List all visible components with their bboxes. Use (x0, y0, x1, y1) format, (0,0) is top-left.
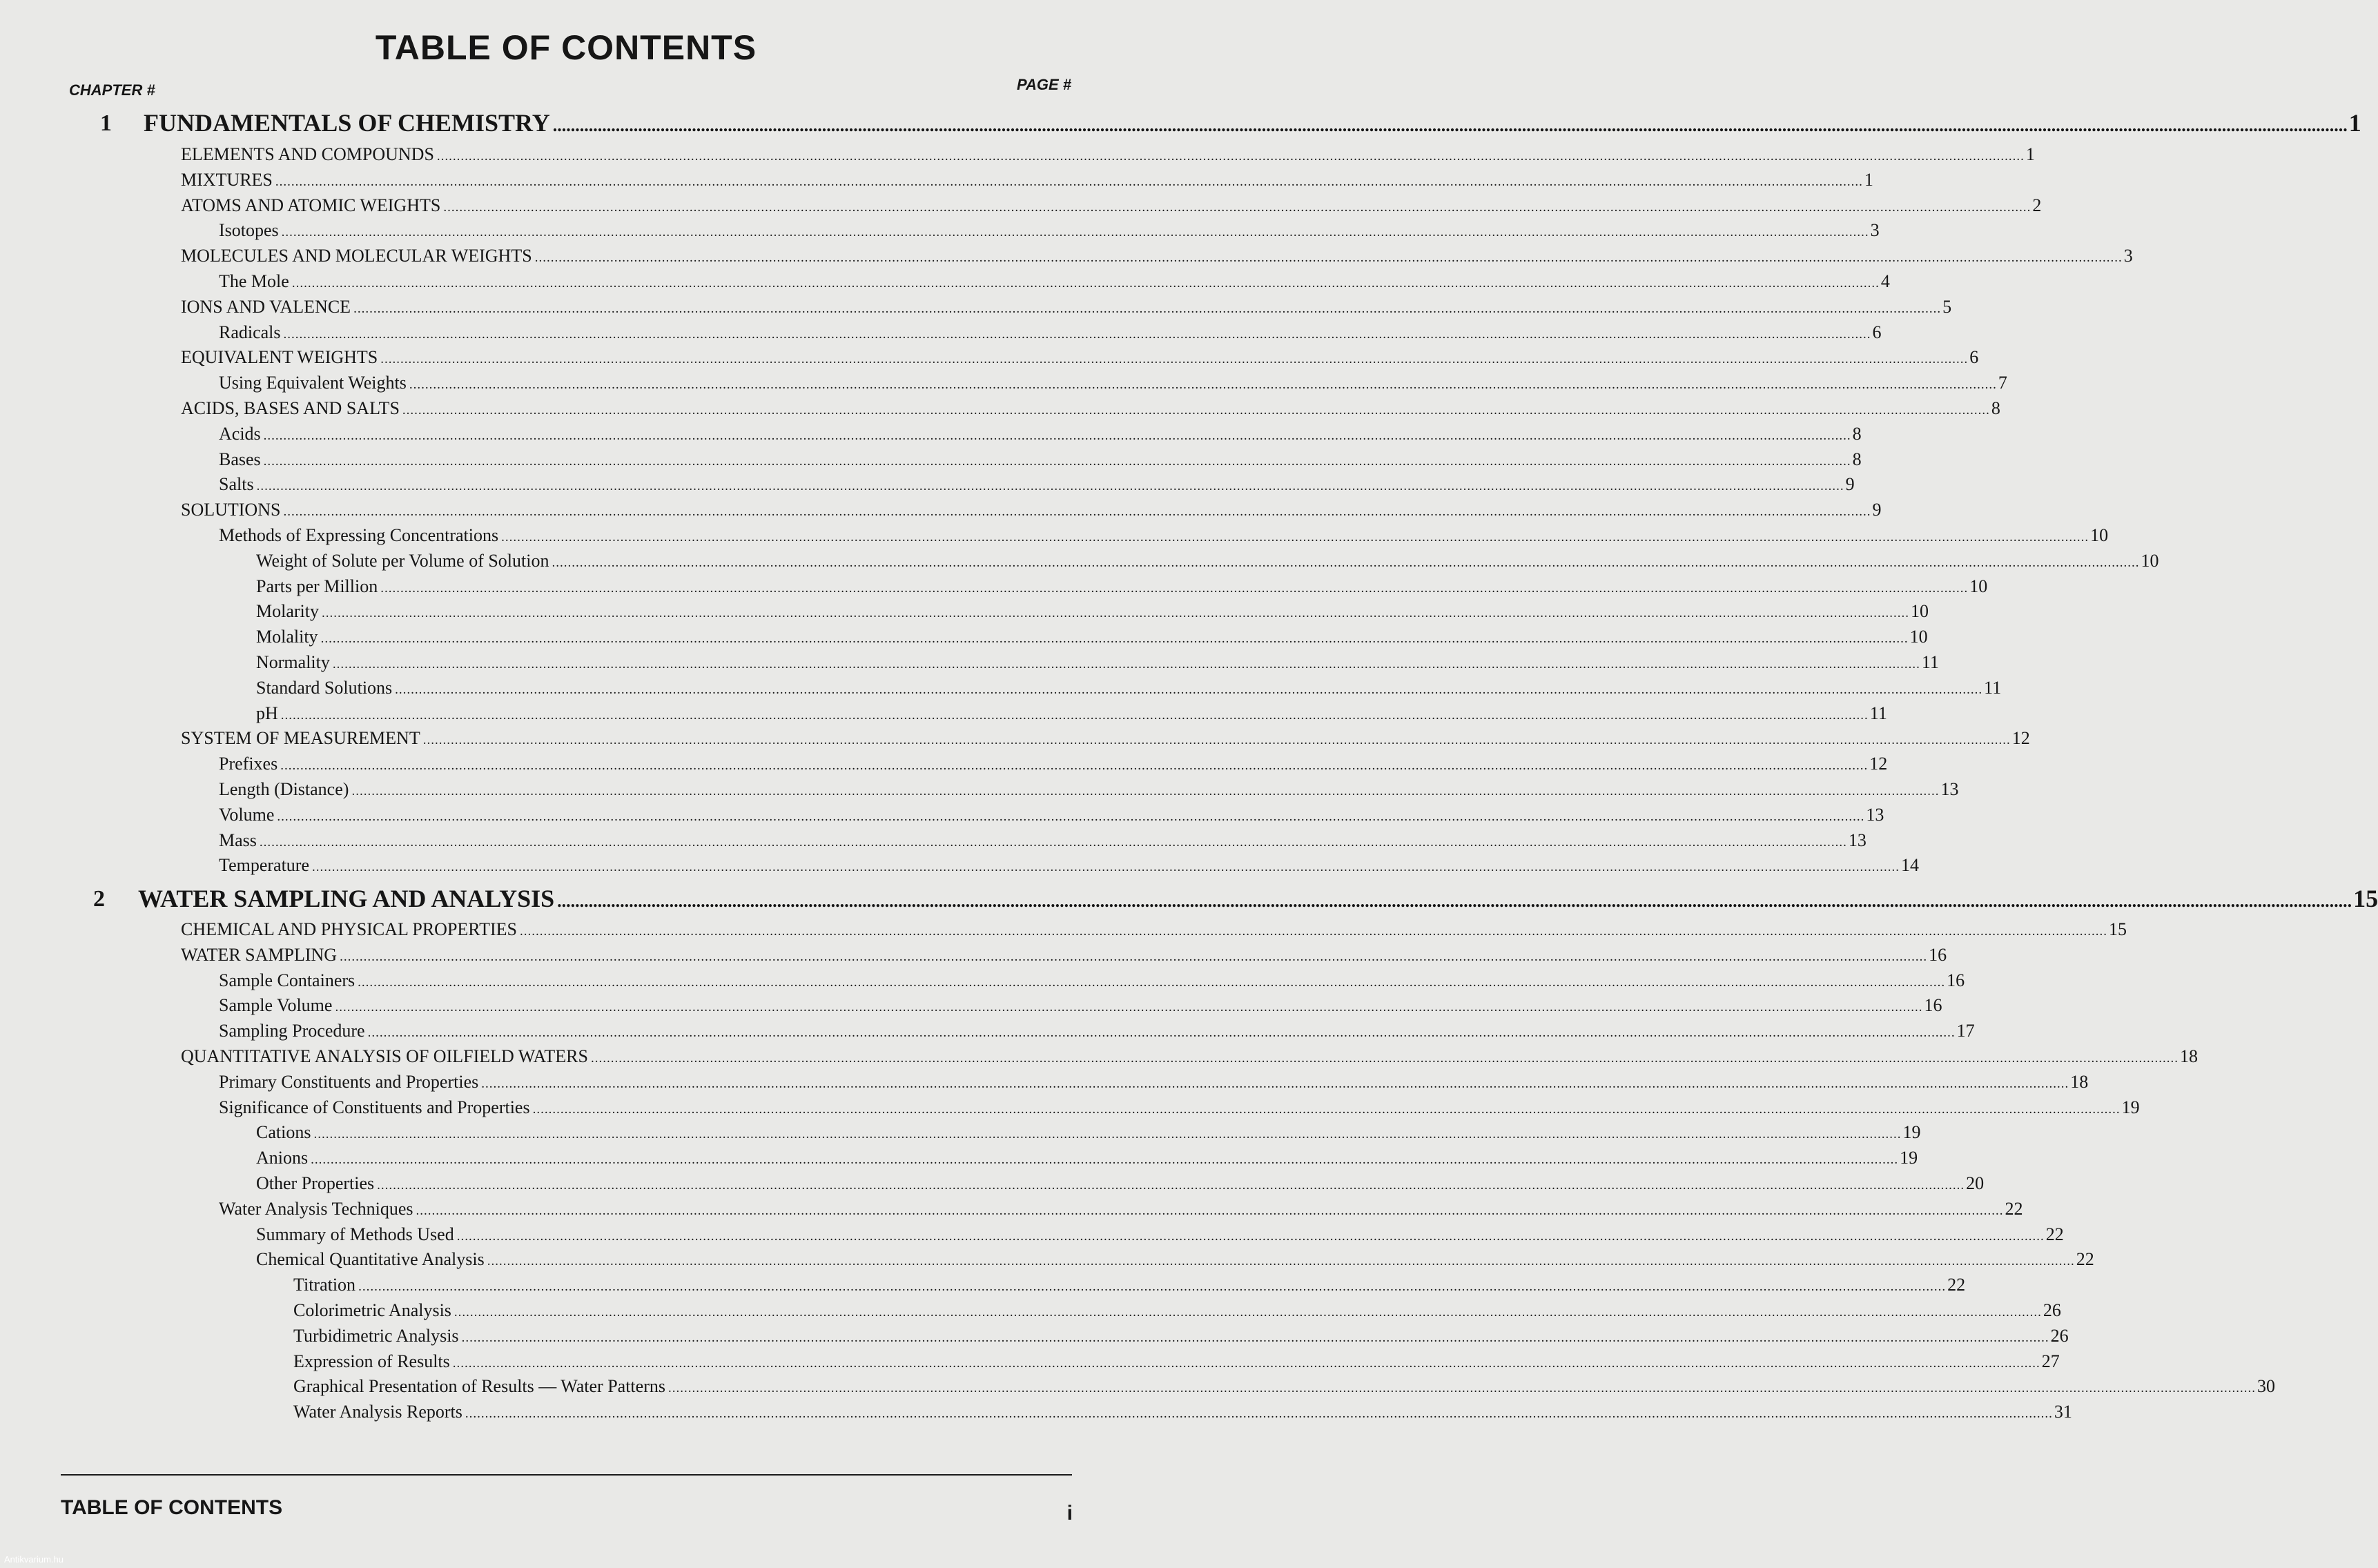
dot-leader: ................................................................................................................................................................................................................................................................................................................................................................................................................ (311, 1153, 1899, 1167)
toc-entry-row[interactable] (256, 1224, 2064, 1245)
toc-entry-row[interactable] (219, 830, 1867, 851)
entry-page-number: 10 (2141, 551, 2159, 571)
chapter-title: FUNDAMENTALS OF CHEMISTRY (144, 109, 550, 137)
dot-leader: ................................................................................................................................................................................................................................................................................................................................................................................................................ (667, 1381, 2256, 1395)
dot-leader: ................................................................................................................................................................................................................................................................................................................................................................................................................ (335, 1000, 1923, 1015)
toc-entry-row[interactable] (256, 601, 1929, 622)
toc-entry-row[interactable] (219, 220, 1880, 241)
toc-entry-row[interactable] (256, 576, 1988, 597)
toc-entry-row[interactable] (293, 1275, 1966, 1295)
chapter-number: 1 (100, 110, 112, 136)
footer-divider (61, 1474, 1072, 1476)
entry-page-number: 16 (1929, 945, 1947, 965)
entry-page-number: 13 (1848, 830, 1867, 850)
entry-title: Isotopes (219, 220, 279, 240)
entry-title: Weight of Solute per Volume of Solution (256, 551, 549, 571)
dot-leader: ................................................................................................................................................................................................................................................................................................................................................................................................................ (443, 200, 2031, 215)
toc-entry-row[interactable] (256, 678, 2002, 698)
entry-page-number: 9 (1872, 500, 1882, 520)
toc-entry-row[interactable] (256, 1173, 1985, 1194)
dot-leader: ................................................................................................................................................................................................................................................................................................................................................................................................................ (402, 403, 1990, 418)
entry-page-number: 10 (2090, 525, 2109, 545)
dot-leader: ................................................................................................................................................................................................................................................................................................................................................................................................................ (291, 276, 1880, 291)
toc-entry-row[interactable] (256, 627, 1928, 647)
dot-leader: ................................................................................................................................................................................................................................................................................................................................................................................................................ (380, 352, 1969, 366)
dot-leader: ................................................................................................................................................................................................................................................................................................................................................................................................................ (487, 1254, 2075, 1268)
toc-entry-row[interactable] (181, 945, 1947, 966)
toc-chapter-row[interactable] (144, 109, 2361, 137)
entry-title: Sampling Procedure (219, 1021, 365, 1041)
entry-page-number: 19 (1902, 1122, 1921, 1142)
entry-page-number: 19 (1900, 1148, 1918, 1168)
dot-leader: ................................................................................................................................................................................................................................................................................................................................................................................................................ (465, 1407, 2053, 1421)
toc-entry-row[interactable] (256, 551, 2159, 571)
dot-leader: ................................................................................................................................................................................................................................................................................................................................................................................................................ (358, 1280, 1947, 1294)
toc-entry-row[interactable] (181, 297, 1952, 317)
entry-title: Prefixes (219, 754, 278, 774)
entry-title: Sample Volume (219, 995, 333, 1015)
dot-leader: ................................................................................................................................................................................................................................................................................................................................................................................................................ (283, 504, 1871, 519)
entry-page-number: 16 (1924, 995, 1942, 1015)
entry-page-number: 4 (1880, 271, 1890, 291)
toc-entry-row[interactable] (293, 1351, 2060, 1372)
dot-leader: ................................................................................................................................................................................................................................................................................................................................................................................................................ (259, 835, 1847, 850)
entry-page-number: 6 (1969, 347, 1979, 367)
dot-leader: ................................................................................................................................................................................................................................................................................................................................................................................................................ (519, 924, 2107, 939)
entry-page-number: 14 (1901, 855, 1919, 875)
entry-title: Molality (256, 627, 318, 647)
entry-page-number: 12 (1869, 754, 1888, 774)
dot-leader: ................................................................................................................................................................................................................................................................................................................................................................................................................ (534, 251, 2123, 265)
page-column-heading: PAGE # (1016, 76, 1071, 93)
entry-title: Expression of Results (293, 1351, 450, 1371)
entry-page-number: 8 (1852, 424, 1862, 444)
entry-page-number: 8 (1991, 398, 2000, 418)
dot-leader: ................................................................................................................................................................................................................................................................................................................................................................................................................ (281, 225, 1869, 239)
entry-page-number: 8 (1852, 449, 1862, 469)
toc-entry-row[interactable] (219, 322, 1882, 343)
dot-leader: ................................................................................................................................................................................................................................................................................................................................................................................................................ (552, 115, 2348, 135)
dot-leader: ................................................................................................................................................................................................................................................................................................................................................................................................................ (263, 454, 1851, 469)
entry-title: Radicals (219, 322, 281, 342)
entry-page-number: 22 (2076, 1249, 2094, 1269)
entry-page-number: 11 (1869, 703, 1887, 723)
entry-title: Summary of Methods Used (256, 1224, 454, 1244)
dot-leader: ................................................................................................................................................................................................................................................................................................................................................................................................................ (481, 1077, 2069, 1091)
entry-page-number: 12 (2011, 728, 2030, 748)
dot-leader: ................................................................................................................................................................................................................................................................................................................................................................................................................ (340, 950, 1928, 964)
entry-page-number: 17 (1956, 1021, 1975, 1041)
entry-title: pH (256, 703, 278, 723)
chapter-title: WATER SAMPLING AND ANALYSIS (138, 885, 555, 912)
toc-entry-row[interactable] (219, 805, 1884, 825)
entry-title: Other Properties (256, 1173, 375, 1193)
dot-leader: ................................................................................................................................................................................................................................................................................................................................................................................................................ (280, 708, 1869, 723)
dot-leader: ................................................................................................................................................................................................................................................................................................................................................................................................................ (456, 1229, 2045, 1244)
chapter-page-number: 1 (2348, 109, 2361, 137)
entry-title: Turbidimetric Analysis (293, 1326, 459, 1346)
toc-entry-row[interactable] (293, 1376, 2275, 1397)
toc-entry-row[interactable] (181, 398, 2000, 419)
dot-leader: ................................................................................................................................................................................................................................................................................................................................................................................................................ (280, 758, 1869, 773)
dot-leader: ................................................................................................................................................................................................................................................................................................................................................................................................................ (409, 378, 1997, 392)
dot-leader: ................................................................................................................................................................................................................................................................................................................................................................................................................ (532, 1102, 2121, 1117)
chapter-number: 2 (93, 886, 105, 912)
entry-title: Standard Solutions (256, 678, 393, 698)
entry-page-number: 13 (1866, 805, 1884, 825)
entry-title: ACIDS, BASES AND SALTS (181, 398, 400, 418)
toc-entry-row[interactable] (219, 449, 1862, 470)
entry-page-number: 2 (2032, 195, 2042, 215)
dot-leader: ................................................................................................................................................................................................................................................................................................................................................................................................................ (332, 657, 1920, 672)
dot-leader: ................................................................................................................................................................................................................................................................................................................................................................................................................ (322, 606, 1909, 620)
dot-leader: ................................................................................................................................................................................................................................................................................................................................................................................................................ (501, 530, 2089, 545)
dot-leader: ................................................................................................................................................................................................................................................................................................................................................................................................................ (283, 327, 1871, 342)
toc-entry-row[interactable] (219, 995, 1942, 1016)
entry-page-number: 20 (1966, 1173, 1985, 1193)
dot-leader: ................................................................................................................................................................................................................................................................................................................................................................................................................ (416, 1204, 2004, 1218)
dot-leader: ................................................................................................................................................................................................................................................................................................................................................................................................................ (422, 733, 2011, 747)
entry-title: CHEMICAL AND PHYSICAL PROPERTIES (181, 919, 517, 939)
entry-page-number: 3 (1870, 220, 1880, 240)
footer-page-number: i (1066, 1502, 1073, 1525)
toc-entry-row[interactable] (219, 1199, 2023, 1219)
entry-title: Cations (256, 1122, 311, 1142)
dot-leader: ................................................................................................................................................................................................................................................................................................................................................................................................................ (557, 891, 2352, 911)
entry-title: Salts (219, 474, 254, 494)
entry-page-number: 19 (2121, 1097, 2140, 1117)
entry-page-number: 26 (2043, 1300, 2061, 1320)
toc-entry-row[interactable] (219, 373, 2007, 393)
entry-page-number: 22 (2045, 1224, 2064, 1244)
dot-leader: ................................................................................................................................................................................................................................................................................................................................................................................................................ (380, 581, 1969, 596)
entry-title: Molarity (256, 601, 319, 621)
entry-title: Using Equivalent Weights (219, 373, 407, 393)
toc-entry-row[interactable] (256, 652, 1939, 673)
toc-entry-row[interactable] (219, 855, 1919, 876)
entry-title: EQUIVALENT WEIGHTS (181, 347, 378, 367)
toc-entry-row[interactable] (219, 1097, 2140, 1118)
dot-leader: ................................................................................................................................................................................................................................................................................................................................................................................................................ (275, 175, 1863, 189)
toc-entry-row[interactable] (219, 754, 1888, 774)
entry-title: ELEMENTS AND COMPOUNDS (181, 144, 434, 164)
toc-entry-row[interactable] (256, 1148, 1918, 1168)
entry-title: Water Analysis Techniques (219, 1199, 413, 1219)
toc-entry-row[interactable] (293, 1402, 2072, 1422)
entry-title: Bases (219, 449, 261, 469)
entry-title: Length (Distance) (219, 779, 349, 799)
entry-page-number: 27 (2041, 1351, 2060, 1371)
dot-leader: ................................................................................................................................................................................................................................................................................................................................................................................................................ (454, 1305, 2042, 1320)
entry-title: Volume (219, 805, 275, 825)
toc-entry-row[interactable] (219, 970, 1965, 991)
toc-entry-row[interactable] (181, 170, 1873, 190)
entry-title: Temperature (219, 855, 309, 875)
toc-entry-row[interactable] (181, 500, 1882, 520)
entry-page-number: 13 (1940, 779, 1959, 799)
entry-title: Colorimetric Analysis (293, 1300, 451, 1320)
toc-entry-row[interactable] (181, 195, 2042, 216)
toc-entry-row[interactable] (219, 474, 1855, 495)
entry-title: MIXTURES (181, 170, 273, 190)
entry-page-number: 1 (1864, 170, 1873, 190)
entry-title: QUANTITATIVE ANALYSIS OF OILFIELD WATERS (181, 1046, 588, 1066)
entry-title: WATER SAMPLING (181, 945, 338, 965)
chapter-page-number: 15 (2353, 885, 2378, 912)
entry-title: SYSTEM OF MEASUREMENT (181, 728, 420, 748)
entry-page-number: 1 (2025, 144, 2035, 164)
toc-entry-row[interactable] (181, 144, 2035, 165)
dot-leader: ................................................................................................................................................................................................................................................................................................................................................................................................................ (351, 784, 1940, 798)
toc-entry-row[interactable] (293, 1300, 2061, 1321)
footer-title: TABLE OF CONTENTS (61, 1496, 283, 1519)
entry-title: Parts per Million (256, 576, 378, 596)
entry-page-number: 11 (1921, 652, 1939, 672)
dot-leader: ................................................................................................................................................................................................................................................................................................................................................................................................................ (590, 1051, 2179, 1066)
page-title: TABLE OF CONTENTS (375, 28, 757, 67)
entry-title: Mass (219, 830, 257, 850)
entry-title: MOLECULES AND MOLECULAR WEIGHTS (181, 246, 532, 266)
entry-page-number: 16 (1947, 970, 1965, 990)
toc-entry-row[interactable] (181, 919, 2127, 940)
toc-entry-row[interactable] (219, 1072, 2089, 1092)
entry-title: Primary Constituents and Properties (219, 1072, 479, 1092)
dot-leader: ................................................................................................................................................................................................................................................................................................................................................................................................................ (312, 860, 1900, 874)
entry-title: SOLUTIONS (181, 500, 281, 520)
toc-entry-row[interactable] (181, 728, 2030, 749)
toc-chapter-row[interactable] (138, 885, 2378, 912)
dot-leader: ................................................................................................................................................................................................................................................................................................................................................................................................................ (353, 302, 1942, 316)
entry-page-number: 22 (1947, 1275, 1966, 1295)
entry-page-number: 3 (2123, 246, 2133, 266)
entry-title: Anions (256, 1148, 309, 1168)
toc-entry-row[interactable] (181, 1046, 2198, 1067)
toc-entry-row[interactable] (256, 703, 1887, 724)
entry-title: Water Analysis Reports (293, 1402, 462, 1422)
entry-title: Chemical Quantitative Analysis (256, 1249, 485, 1269)
dot-leader: ................................................................................................................................................................................................................................................................................................................................................................................................................ (277, 810, 1865, 824)
dot-leader: ................................................................................................................................................................................................................................................................................................................................................................................................................ (395, 683, 1983, 697)
entry-page-number: 7 (1998, 373, 2007, 393)
toc-entry-row[interactable] (219, 424, 1862, 444)
entry-title: Normality (256, 652, 330, 672)
entry-title: Sample Containers (219, 970, 355, 990)
entry-title: Graphical Presentation of Results — Water Patterns (293, 1376, 665, 1396)
entry-page-number: 5 (1942, 297, 1952, 317)
entry-page-number: 9 (1845, 474, 1855, 494)
entry-page-number: 10 (1909, 627, 1928, 647)
toc-entry-row[interactable] (219, 1021, 1975, 1041)
entry-page-number: 18 (2070, 1072, 2089, 1092)
dot-leader: ................................................................................................................................................................................................................................................................................................................................................................................................................ (256, 479, 1844, 493)
entry-page-number: 26 (2050, 1326, 2069, 1346)
dot-leader: ................................................................................................................................................................................................................................................................................................................................................................................................................ (461, 1331, 2049, 1345)
entry-title: IONS AND VALENCE (181, 297, 351, 317)
dot-leader: ................................................................................................................................................................................................................................................................................................................................................................................................................ (377, 1178, 1965, 1193)
toc-entry-row[interactable] (219, 271, 1890, 292)
dot-leader: ................................................................................................................................................................................................................................................................................................................................................................................................................ (358, 975, 1946, 990)
entry-page-number: 30 (2257, 1376, 2275, 1396)
entry-title: The Mole (219, 271, 289, 291)
entry-title: ATOMS AND ATOMIC WEIGHTS (181, 195, 441, 215)
entry-page-number: 22 (2005, 1199, 2023, 1219)
entry-title: Titration (293, 1275, 356, 1295)
toc-entry-row[interactable] (181, 347, 1979, 368)
dot-leader: ................................................................................................................................................................................................................................................................................................................................................................................................................ (436, 149, 2025, 164)
entry-title: Acids (219, 424, 261, 444)
toc-entry-row[interactable] (181, 246, 2133, 266)
entry-page-number: 18 (2179, 1046, 2198, 1066)
toc-entry-row[interactable] (256, 1249, 2094, 1270)
entry-page-number: 31 (2054, 1402, 2072, 1422)
entry-page-number: 15 (2108, 919, 2127, 939)
entry-title: Significance of Constituents and Properties (219, 1097, 530, 1117)
dot-leader: ................................................................................................................................................................................................................................................................................................................................................................................................................ (313, 1127, 1902, 1141)
dot-leader: ................................................................................................................................................................................................................................................................................................................................................................................................................ (320, 631, 1909, 646)
entry-page-number: 10 (1911, 601, 1929, 621)
toc-entry-row[interactable] (293, 1326, 2069, 1346)
watermark-text: Antikvarium.hu (4, 1554, 64, 1565)
dot-leader: ................................................................................................................................................................................................................................................................................................................................................................................................................ (452, 1356, 2040, 1371)
entry-page-number: 6 (1872, 322, 1882, 342)
entry-title: Methods of Expressing Concentrations (219, 525, 499, 545)
toc-entry-row[interactable] (219, 779, 1959, 800)
chapter-column-heading: CHAPTER # (69, 81, 155, 99)
dot-leader: ................................................................................................................................................................................................................................................................................................................................................................................................................ (552, 556, 2140, 570)
entry-page-number: 10 (1969, 576, 1988, 596)
toc-entry-row[interactable] (219, 525, 2109, 546)
dot-leader: ................................................................................................................................................................................................................................................................................................................................................................................................................ (367, 1026, 1956, 1040)
toc-entry-row[interactable] (256, 1122, 1921, 1143)
entry-page-number: 11 (1984, 678, 2002, 698)
dot-leader: ................................................................................................................................................................................................................................................................................................................................................................................................................ (263, 429, 1851, 443)
